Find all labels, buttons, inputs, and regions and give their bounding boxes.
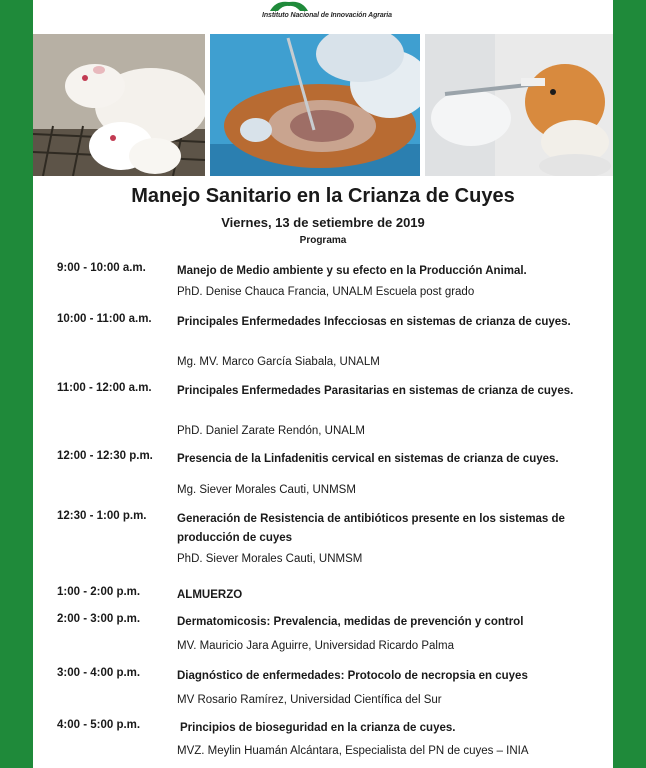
logo-text: Instituto Nacional de Innovación Agraria [262, 12, 392, 19]
event-date: Viernes, 13 de setiembre de 2019 [221, 215, 425, 230]
agenda-talk: Principales Enfermedades Parasitarias en sistemas de crianza de cuyes. [177, 385, 574, 397]
agenda-speaker: Mg. Siever Morales Cauti, UNMSM [177, 484, 356, 496]
inia-leaf-icon [268, 0, 310, 11]
agenda-talk: Principios de bioseguridad en la crianza de cuyes. [180, 722, 456, 734]
agenda-time: 1:00 - 2:00 p.m. [57, 586, 141, 598]
page-title: Manejo Sanitario en la Crianza de Cuyes [131, 185, 515, 207]
agenda-speaker: Mg. MV. Marco García Siabala, UNALM [177, 356, 380, 368]
agenda-talk: Presencia de la Linfadenitis cervical en sistemas de crianza de cuyes. [177, 453, 559, 465]
agenda-speaker: PhD. Daniel Zarate Rendón, UNALM [177, 425, 365, 437]
agenda-speaker: PhD. Denise Chauca Francia, UNALM Escuela post grado [177, 286, 475, 298]
agenda-talk: ALMUERZO [177, 589, 243, 601]
agenda-time: 12:30 - 1:00 p.m. [57, 510, 147, 522]
agenda-time: 3:00 - 4:00 p.m. [57, 667, 141, 679]
agenda-talk: Dermatomicosis: Prevalencia, medidas de prevención y control [177, 616, 524, 628]
agenda-talk: Principales Enfermedades Infecciosas en sistemas de crianza de cuyes. [177, 316, 571, 328]
photo-strip [33, 34, 613, 176]
agenda-time: 11:00 - 12:00 a.m. [57, 382, 152, 394]
left-green-band [0, 0, 33, 768]
necropsy-photo [210, 34, 420, 176]
agenda-time: 9:00 - 10:00 a.m. [57, 262, 146, 274]
agenda-speaker: MV Rosario Ramírez, Universidad Científica del Sur [177, 694, 442, 706]
agenda-talk: Manejo de Medio ambiente y su efecto en la Producción Animal. [177, 265, 527, 277]
agenda-speaker: PhD. Siever Morales Cauti, UNMSM [177, 553, 363, 565]
agenda-talk: Diagnóstico de enfermedades: Protocolo de necropsia en cuyes [177, 670, 528, 682]
agenda-talk: Generación de Resistencia de antibióticos presente en los sistemas de producción de cuyes [177, 513, 565, 544]
agenda-time: 4:00 - 5:00 p.m. [57, 719, 141, 731]
agenda-speaker: MV. Mauricio Jara Aguirre, Universidad Ricardo Palma [177, 640, 454, 652]
agenda-time: 2:00 - 3:00 p.m. [57, 613, 141, 625]
agenda-time: 10:00 - 11:00 a.m. [57, 313, 152, 325]
program-label: Programa [299, 235, 347, 246]
agenda-time: 12:00 - 12:30 p.m. [57, 450, 153, 462]
guinea-pig-injection-photo [425, 34, 613, 176]
right-green-band [613, 0, 646, 768]
inia-logo [262, 0, 402, 24]
white-guinea-pigs-photo [33, 34, 205, 176]
agenda-speaker: MVZ. Meylin Huamán Alcántara, Especialista del PN de cuyes – INIA [177, 745, 529, 757]
